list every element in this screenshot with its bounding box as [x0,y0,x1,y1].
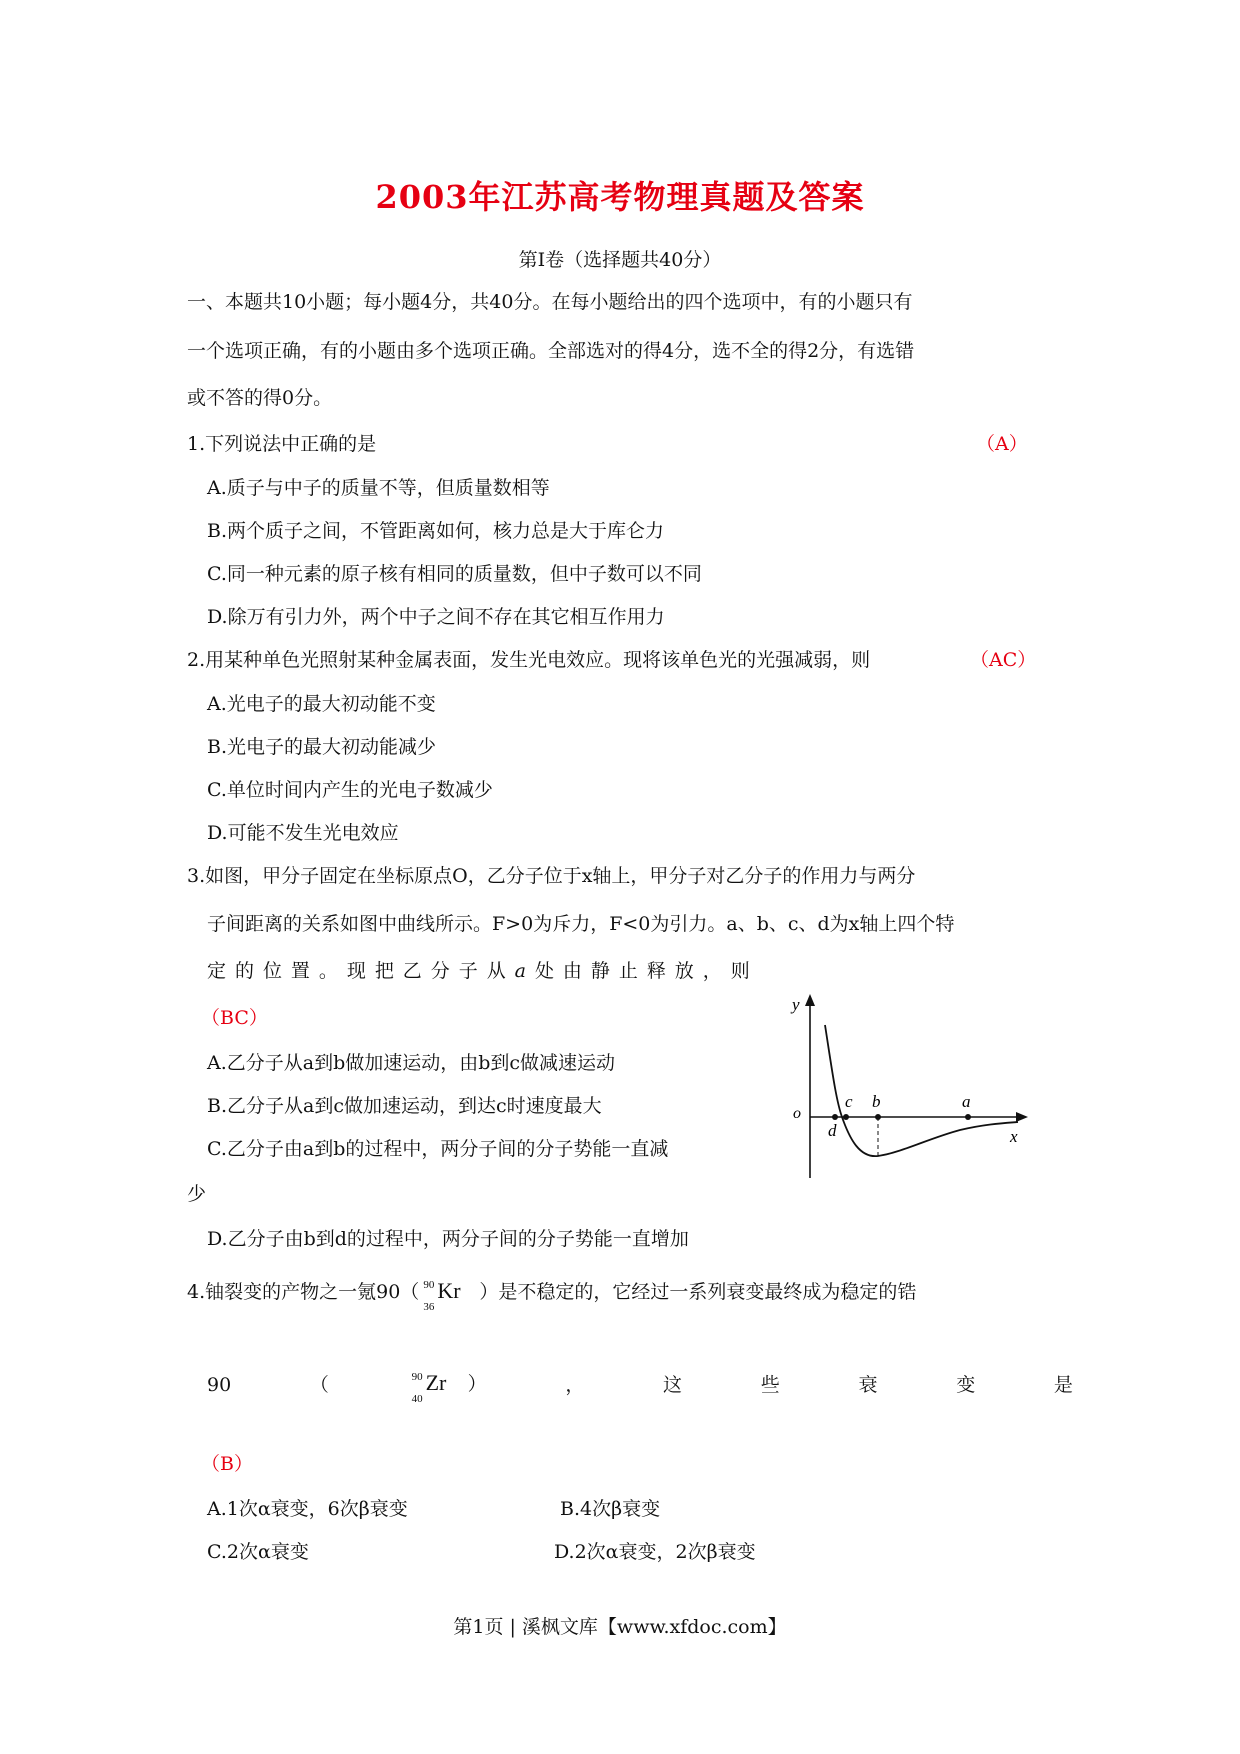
q3-stem-line-1: 3.如图，甲分子固定在坐标原点O，乙分子位于x轴上，甲分子对乙分子的作用力与两分 [187,865,916,887]
q4-stem-line-1 [187,1278,917,1313]
q4-line2-item: （ [309,1373,329,1396]
q1-option-a: A.质子与中子的质量不等，但质量数相等 [207,477,550,499]
q3-option-b: B.乙分子从a到c做加速运动，到达c时速度最大 [207,1095,602,1117]
q3-stem-char: 从 [486,960,506,982]
q3-option-c-continued: 少 [187,1183,207,1205]
q3-stem-char: 由 [562,960,582,982]
q3-option-c: C.乙分子由a到b的过程中，两分子间的分子势能一直减 [207,1138,669,1160]
q4-line2-item: ， [565,1373,585,1396]
q4-line2-item: 些 [760,1373,780,1396]
force-curve [825,1025,1018,1156]
q1-answer: （A） [976,433,1028,455]
q2-option-b: B.光电子的最大初动能减少 [207,736,437,758]
q2-option-d: D.可能不发生光电效应 [207,822,399,844]
q4-line2-item: 变 [956,1373,976,1396]
q3-option-a: A.乙分子从a到b做加速运动，由b到c做减速运动 [207,1052,616,1074]
q3-stem-char: 的 [234,960,254,982]
point-b [875,1114,881,1120]
q4-stem-part-2: ）是不稳定的，它经过一系列衰变最终成为稳定的锆 [479,1281,917,1303]
q1-option-c: C.同一种元素的原子核有相同的质量数，但中子数可以不同 [207,563,702,585]
q3-stem-char: ， [702,960,722,982]
instructions-line-1: 一、本题共10小题；每小题4分，共40分。在每小题给出的四个选项中，有的小题只有 [187,291,913,313]
graph-label-x: x [1010,1127,1018,1146]
q3-stem-char: 释 [646,960,666,982]
graph-label-y: y [792,995,800,1014]
q4-option-d: D.2次α衰变，2次β衰变 [554,1541,756,1563]
zirconium-isotope-group [408,1370,487,1405]
q1-option-d: D.除万有引力外，两个中子之间不存在其它相互作用力 [207,606,665,628]
krypton-isotope [419,1278,479,1313]
zr-mass-number: 90 [411,1371,423,1383]
point-c [843,1114,849,1120]
q3-stem-char: 定 [207,960,227,982]
q3-answer: （BC） [201,1007,268,1029]
page-title: 2003年江苏高考物理真题及答案 [375,178,865,216]
q3-stem-char: 现 [346,960,366,982]
q3-stem-char: 。 [318,960,338,982]
q3-stem-line-3 [207,957,750,985]
q2-option-a: A.光电子的最大初动能不变 [207,693,436,715]
graph-label-d: d [828,1121,837,1140]
q3-stem-char: 则 [730,960,750,982]
instructions-line-2: 一个选项正确，有的小题由多个选项正确。全部选对的得4分，选不全的得2分，有选错 [187,340,915,362]
zr-symbol: Zr [425,1370,447,1395]
q3-stem-char: 静 [590,960,610,982]
q4-stem-part-1: 4.铀裂变的产物之一氪90（ [187,1281,420,1303]
q3-stem-char: 止 [618,960,638,982]
q3-stem-char: 处 [534,960,554,982]
kr-symbol: Kr [437,1278,461,1303]
q4-line2-item: 90 [207,1373,232,1396]
q3-stem-char: 置 [290,960,310,982]
q3-stem-char: 放 [674,960,694,982]
page-footer: 第1页 | 溪枫文库【www.xfdoc.com】 [453,1616,787,1638]
graph-label-c: c [845,1092,853,1111]
q3-stem-char: a [514,960,526,982]
q3-stem-char: 把 [374,960,394,982]
kr-mass-number: 90 [423,1279,435,1291]
section-header: 第Ⅰ卷（选择题共40分） [518,249,722,271]
q3-stem-char: 乙 [402,960,422,982]
q2-option-c: C.单位时间内产生的光电子数减少 [207,779,493,801]
q4-option-a: A.1次α衰变，6次β衰变 [207,1498,408,1520]
point-d [832,1114,838,1120]
instructions-line-3: 或不答的得0分。 [187,387,333,409]
q1-stem: 1.下列说法中正确的是 [187,433,377,455]
q3-stem-char: 子 [458,960,478,982]
graph-label-b: b [872,1092,881,1111]
q4-option-c: C.2次α衰变 [207,1541,309,1563]
graph-label-o: o [793,1105,801,1122]
graph-label-a: a [962,1092,971,1111]
q4-line2-item: 是 [1053,1373,1073,1396]
q4-option-b: B.4次β衰变 [560,1498,661,1520]
zr-atomic-number: 40 [411,1393,423,1405]
q3-stem-char: 位 [262,960,282,982]
q3-stem-line-2: 子间距离的关系如图中曲线所示。F>0为斥力，F<0为引力。a、b、c、d为x轴上四个特 [207,913,955,935]
q2-answer: （AC） [970,649,1037,671]
point-a [965,1114,971,1120]
q4-line2-item: 这 [663,1373,683,1396]
q3-option-d: D.乙分子由b到d的过程中，两分子间的分子势能一直增加 [207,1228,689,1250]
q1-option-b: B.两个质子之间，不管距离如何，核力总是大于库仑力 [207,520,665,542]
q4-line2-item: 衰 [858,1373,878,1396]
x-axis-arrow-icon [1016,1112,1028,1122]
y-axis-arrow-icon [805,994,815,1006]
force-distance-graph [790,990,1050,1190]
zirconium-isotope [408,1370,468,1405]
q4-stem-line-2 [207,1370,1073,1405]
kr-atomic-number: 36 [423,1301,435,1313]
q4-answer: （B） [201,1453,253,1475]
q2-stem: 2.用某种单色光照射某种金属表面，发生光电效应。现将该单色光的光强减弱，则 [187,649,871,671]
q4-line2-item: ） [467,1373,487,1395]
q3-stem-char: 分 [430,960,450,982]
